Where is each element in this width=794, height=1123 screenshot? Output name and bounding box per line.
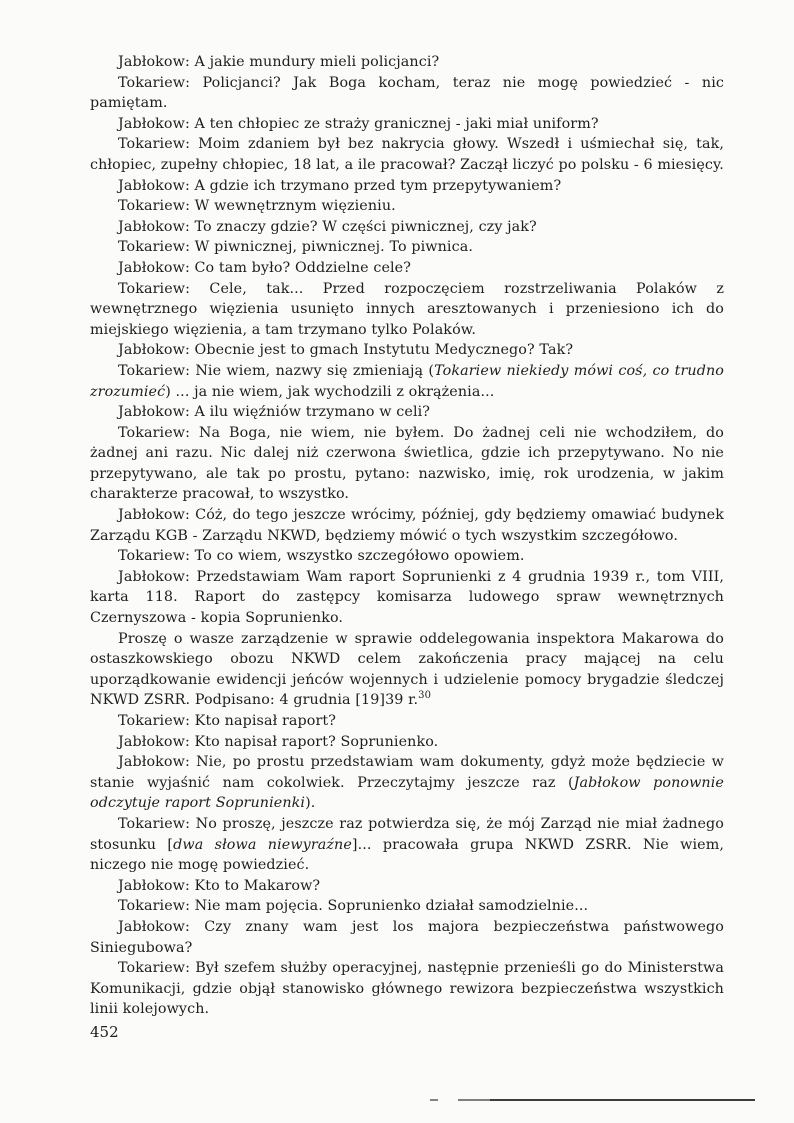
footnote-ref: 30: [418, 690, 432, 702]
paragraph: [90, 876, 724, 897]
text-run: Jabłokow: Co tam było? Oddzielne cele?: [118, 259, 412, 276]
paragraph: [90, 546, 724, 567]
paragraph: [90, 505, 724, 546]
text-run: Jabłokow: Cóż, do tego jeszcze wrócimy, później, gdy będziemy omawiać budynek Zarządu KGB - Zarządu NKWD, będziemy mówić o tych wszystkim szczegółowo.: [90, 507, 724, 544]
text-run: ).: [305, 795, 316, 812]
paragraph: [90, 52, 724, 73]
text-run: Jabłokow: To znaczy gdzie? W części piwnicznej, czy jak?: [118, 218, 537, 235]
paragraph: [90, 629, 724, 711]
paragraph: [90, 732, 724, 753]
paragraph: [90, 814, 724, 876]
italic-remark: dwa słowa niewyraźne: [173, 836, 352, 853]
paragraph: [90, 217, 724, 238]
text-run: Jabłokow: A ilu więźniów trzymano w celi?: [118, 404, 431, 421]
paragraph: [90, 361, 724, 402]
paragraph: [90, 134, 724, 175]
paragraph: [90, 73, 724, 114]
text-run: Tokariew: Był szefem służby operacyjnej, następnie przenieśli go do Ministerstwa Komunikacji, gdzie objął stanowisko głównego rewizora bezpieczeństwa wszystkich linii kolejowych.: [90, 960, 724, 1018]
text-run: Tokariew: W wewnętrznym więzieniu.: [118, 198, 396, 215]
text-run: Tokariew: Na Boga, nie wiem, nie byłem. Do żadnej celi nie wchodziłem, do żadnej ani razu. Nic dalej niż czerwona świetlica, gdzie ich przepytywano. No nie przepytywano, ale tak po prostu, pytano: nazwisko, imię, rok urodzenia, w jakim charakterze pracował, to wszystko.: [90, 424, 724, 503]
text-run: Tokariew: Cele, tak... Przed rozpoczęciem rozstrzeliwania Polaków z wewnętrznego więzienia usunięto innych aresztowanych i przeniesiono ich do miejskiego więzienia, a tam trzymano tylko Polaków.: [90, 280, 724, 338]
text-run: Jabłokow: Kto to Makarow?: [118, 877, 321, 894]
text-run: Jabłokow: A ten chłopiec ze straży granicznej - jaki miał uniform?: [118, 115, 599, 132]
text-run: Tokariew: Policjanci? Jak Boga kocham, teraz nie mogę powiedzieć - nic pamiętam.: [90, 74, 724, 112]
text-run: Tokariew: W piwnicznej, piwnicznej. To piwnica.: [118, 239, 473, 256]
paragraph: [90, 567, 724, 629]
paragraph: [90, 917, 724, 958]
paragraph: [90, 752, 724, 814]
text-run: ) ... ja nie wiem, jak wychodzili z okrążenia...: [165, 383, 495, 400]
text-run: Tokariew: To co wiem, wszystko szczegółowo opowiem.: [118, 548, 525, 565]
italic-remark: Jabłokow ponownie odczytuje raport Soprunienki: [90, 774, 724, 812]
paragraph: [90, 896, 724, 917]
paragraph: [90, 958, 724, 1020]
text-run: Tokariew: No proszę, jeszcze raz potwierdza się, że mój Zarząd nie miał żadnego stosunku [: [90, 815, 724, 853]
text-run: Jabłokow: A gdzie ich trzymano przed tym przepytywaniem?: [118, 177, 562, 194]
text-run: Proszę o wasze zarządzenie w sprawie oddelegowania inspektora Makarowa do ostaszkowskiego obozu NKWD celem zakończenia pracy mającej na celu uporządkowanie ewidencji jeńców wojennych i udzielenie pomocy brygadzie śledczej NKWD ZSRR. Podpisano: 4 grudnia [19]39 r.: [90, 630, 724, 709]
paragraph: [90, 340, 724, 361]
text-run: Jabłokow: Obecnie jest to gmach Instytutu Medycznego? Tak?: [118, 342, 574, 359]
page-number: 452: [90, 1023, 119, 1041]
text-run: Jabłokow: A jakie mundury mieli policjanci?: [118, 54, 440, 70]
text-run: Jabłokow: Przedstawiam Wam raport Soprunienki z 4 grudnia 1939 r., tom VIII, karta 118. Raport do zastępcy komisarza ludowego spraw wewnętrznych Czernyszowa - kopia Soprunienko.: [90, 568, 724, 627]
paragraph: [90, 176, 724, 197]
paragraph: [90, 258, 724, 279]
italic-remark: Tokariew niekiedy mówi coś, co trudno zrozumieć: [90, 362, 724, 400]
text-run: Tokariew: Nie wiem, nazwy się zmieniają (: [118, 362, 435, 379]
text-run: Tokariew: Kto napisał raport?: [118, 713, 337, 729]
paragraph: [90, 114, 724, 135]
paragraph: [90, 423, 724, 505]
text-run: Jabłokow: Czy znany wam jest los majora bezpieczeństwa państwowego Siniegubowa?: [90, 918, 724, 956]
text-run: Tokariew: Moim zdaniem był bez nakrycia głowy. Wszedł i uśmiechał się, tak, chłopiec, zupełny chłopiec, 18 lat, a ile pracował? Zaczął liczyć po polsku - 6 miesięcy.: [90, 136, 724, 173]
paragraph: [90, 402, 724, 423]
paragraph: [90, 237, 724, 258]
paragraph: [90, 196, 724, 217]
paragraph: [90, 279, 724, 341]
text-run: ]... pracowała grupa NKWD ZSRR. Nie wiem, niczego nie mogę powiedzieć.: [90, 836, 724, 874]
text-run: Jabłokow: Kto napisał raport? Soprunienko.: [118, 733, 439, 750]
paragraph: [90, 711, 724, 732]
page-body: [90, 52, 724, 1020]
bottom-rule: [430, 1097, 755, 1103]
text-run: Tokariew: Nie mam pojęcia. Soprunienko działał samodzielnie...: [118, 898, 589, 915]
text-run: Jabłokow: Nie, po prostu przedstawiam wam dokumenty, gdyż może będziecie w stanie wyjaśnić nam cokolwiek. Przeczytajmy jeszcze raz (: [90, 754, 724, 791]
